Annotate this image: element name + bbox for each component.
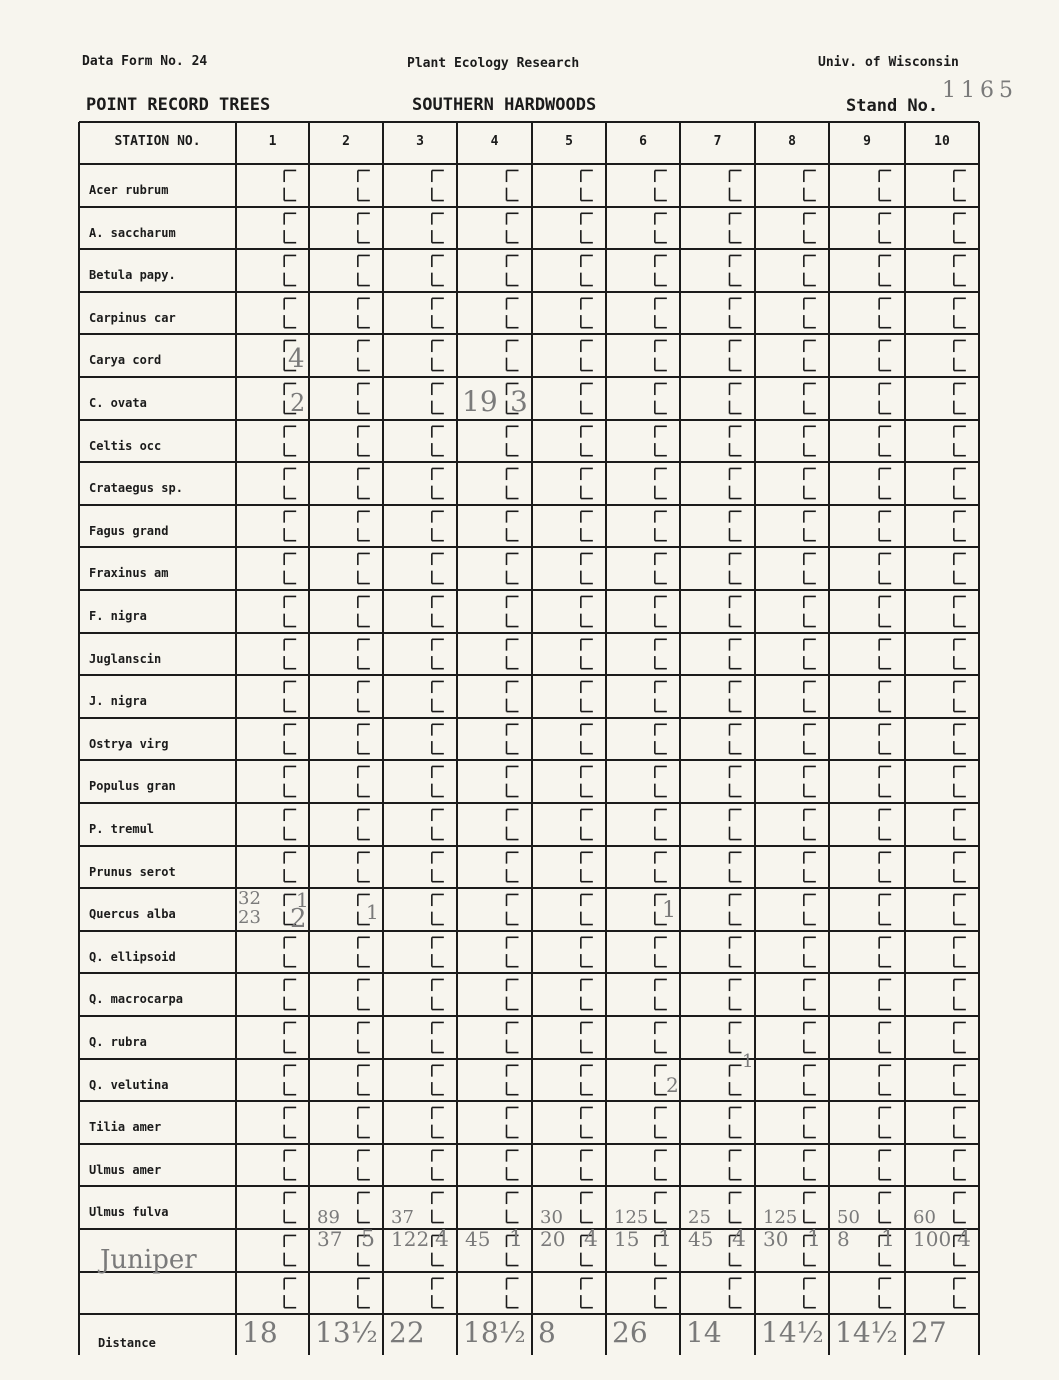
hw-juniper-top-s2: 89: [317, 1207, 340, 1228]
species-label: Populus gran: [89, 779, 176, 793]
station-header-10: 10: [934, 134, 950, 149]
hw-juniper-count-s3: 4: [435, 1227, 449, 1252]
hw-distance-s3: 22: [389, 1316, 425, 1349]
species-label: Ulmus fulva: [89, 1205, 169, 1219]
hw-quercus-alba-s1-count-bottom: 2: [290, 904, 307, 934]
hw-juniper-top-s9: 50: [837, 1207, 860, 1228]
hw-juniper-top-s7: 25: [688, 1207, 711, 1228]
species-label: Q. rubra: [89, 1035, 147, 1049]
species-label: C. ovata: [89, 396, 147, 410]
hw-juniper-top-s10: 60: [913, 1207, 936, 1228]
hw-c-ovata-s4-a: 19: [462, 385, 498, 418]
hw-distance-s8: 14½: [761, 1316, 824, 1349]
species-label: A. saccharum: [89, 226, 176, 240]
station-header-5: 5: [565, 134, 573, 149]
hw-distance-s10: 27: [911, 1316, 947, 1349]
hw-juniper-bottom-s8: 30: [763, 1227, 789, 1251]
hw-c-ovata-s4-b: 3: [510, 385, 528, 418]
species-label: F. nigra: [89, 609, 147, 623]
hw-distance-s4: 18½: [463, 1316, 526, 1349]
hw-juniper-bottom-s4: 45: [465, 1227, 491, 1251]
juniper-handwritten-label: Juniper: [100, 1245, 197, 1275]
hw-q-velutina-s6: 2: [666, 1073, 679, 1097]
hw-juniper-count-s8: 1: [807, 1227, 821, 1252]
station-header-3: 3: [416, 134, 424, 149]
species-label: Q. ellipsoid: [89, 950, 176, 964]
hw-juniper-count-s6: 1: [658, 1227, 672, 1252]
hw-quercus-alba-s2: 1: [366, 900, 379, 924]
hw-distance-s9: 14½: [835, 1316, 898, 1349]
hw-distance-s1: 18: [242, 1316, 278, 1349]
hw-quercus-alba-s1-bottom: 23: [238, 907, 261, 928]
station-header-6: 6: [639, 134, 647, 149]
form-number: Data Form No. 24: [82, 54, 208, 69]
species-label: Ulmus amer: [89, 1163, 162, 1177]
hw-distance-s2: 13½: [315, 1316, 378, 1349]
stand-label: Stand No.: [846, 96, 939, 116]
species-label: Fagus grand: [89, 524, 169, 538]
station-header-8: 8: [788, 134, 796, 149]
species-label: Celtis occ: [89, 439, 162, 453]
station-header-1: 1: [268, 134, 277, 149]
station-header-4: 4: [490, 134, 499, 149]
hw-juniper-top-s6: 125: [614, 1207, 649, 1228]
hw-juniper-bottom-s10: 100: [913, 1227, 952, 1251]
hw-quercus-alba-s1-count-top: 1: [296, 888, 309, 912]
hw-quercus-alba-s1-top: 32: [238, 888, 261, 909]
hw-juniper-bottom-s2: 37: [317, 1227, 343, 1251]
hw-c-ovata-s1: 2: [290, 389, 306, 417]
species-label: Fraxinus am: [89, 566, 169, 580]
station-header-2: 2: [342, 134, 350, 149]
hw-juniper-top-s3: 37: [391, 1207, 414, 1228]
species-label: Quercus alba: [89, 907, 176, 921]
species-label: Juglanscin: [89, 652, 162, 666]
forest-type: SOUTHERN HARDWOODS: [412, 95, 597, 115]
hw-juniper-count-s10: 4: [957, 1227, 971, 1252]
hw-juniper-bottom-s9: 8: [837, 1227, 850, 1251]
species-label: Crataegus sp.: [89, 481, 183, 495]
stand-number: 1165: [942, 78, 1018, 103]
hw-juniper-count-s9: 1: [881, 1227, 895, 1252]
hw-juniper-top-s8: 125: [763, 1207, 798, 1228]
hw-q-velutina-s7: 1: [742, 1051, 754, 1072]
hw-juniper-count-s2: 5: [361, 1227, 375, 1252]
species-label: Q. velutina: [89, 1078, 169, 1092]
hw-juniper-bottom-s5: 20: [540, 1227, 566, 1251]
species-label: Ostrya virg: [89, 737, 169, 751]
species-label: P. tremul: [89, 822, 155, 836]
station-header-9: 9: [863, 134, 871, 149]
hw-juniper-count-s5: 4: [584, 1227, 598, 1252]
distance-label: Distance: [98, 1336, 156, 1350]
station-header-label: STATION NO.: [114, 134, 201, 149]
hw-juniper-bottom-s3: 122: [391, 1227, 430, 1251]
hw-juniper-top-s5: 30: [540, 1207, 563, 1228]
hw-distance-s6: 26: [612, 1316, 648, 1349]
species-label: J. nigra: [89, 694, 147, 708]
species-label: Q. macrocarpa: [89, 992, 183, 1006]
hw-juniper-bottom-s7: 45: [688, 1227, 714, 1251]
species-label: Carpinus car: [89, 311, 176, 325]
species-label: Carya cord: [89, 353, 162, 367]
hw-quercus-alba-s6: 1: [662, 898, 676, 923]
hw-juniper-bottom-s6: 15: [614, 1227, 640, 1251]
organization: Plant Ecology Research: [407, 56, 580, 71]
hw-juniper-count-s4: 1: [509, 1227, 523, 1252]
species-label: Prunus serot: [89, 865, 176, 879]
hw-distance-s5: 8: [538, 1316, 556, 1349]
university: Univ. of Wisconsin: [818, 55, 959, 70]
hw-distance-s7: 14: [686, 1316, 722, 1349]
hw-carya-cord-s1: 4: [288, 344, 305, 374]
species-label: Tilia amer: [89, 1120, 162, 1134]
station-header-7: 7: [713, 134, 722, 149]
hw-juniper-count-s7: 4: [732, 1227, 746, 1252]
species-label: Betula papy.: [89, 268, 176, 282]
form-title: POINT RECORD TREES: [86, 95, 271, 115]
species-label: Acer rubrum: [89, 183, 169, 197]
